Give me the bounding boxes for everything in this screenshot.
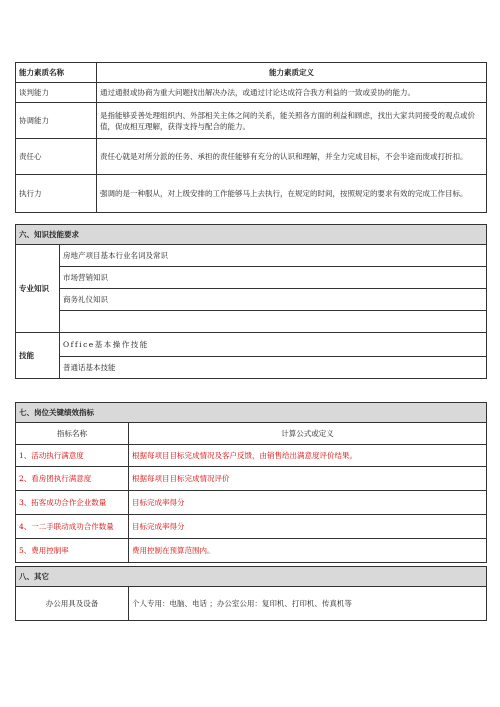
section-title-kpi: 七、岗位关键绩效指标 [16, 403, 487, 423]
prof-knowledge-item: 房地产项目基本行业名词及常识 [60, 245, 487, 267]
prof-knowledge-item: 商务礼仪知识 [60, 289, 487, 311]
section-title-knowledge: 六、知识技能要求 [16, 225, 487, 245]
competency-table [15, 62, 487, 213]
kpi-def: 费用控制在预算范围内。 [129, 539, 487, 563]
other-table [15, 566, 487, 621]
competency-def: 是指能够妥善处理组织内、外部相关主体之间的关系，能关照各方面的利益和顾虑，找出大家共同接受的观点或价值，促成相互理解，获得支持与配合的能力。 [97, 103, 487, 139]
competency-name: 执行力 [16, 175, 97, 213]
kpi-name: 4、一二手联动成功合作数量 [16, 515, 129, 539]
section-title-other: 八、其它 [16, 567, 487, 587]
office-equipment-value: 个人专用：电脑、电话 ；办公室公用：复印机、打印机、传真机等 [129, 587, 487, 621]
skill-label: 技能 [16, 333, 60, 379]
competency-name: 责任心 [16, 139, 97, 175]
competency-header-def: 能力素质定义 [97, 63, 487, 83]
kpi-name: 2、看房团执行满意度 [16, 467, 129, 491]
kpi-name: 1、活动执行满意度 [16, 445, 129, 467]
competency-def: 强调的是一种服从，对上级安排的工作能够马上去执行，在规定的时间，按照规定的要求有效的完成工作目标。 [97, 175, 487, 213]
kpi-def: 目标完成率得分 [129, 491, 487, 515]
knowledge-table [15, 224, 487, 379]
kpi-name: 3、拓客成功合作企业数量 [16, 491, 129, 515]
prof-knowledge-item: 市场营销知识 [60, 267, 487, 289]
kpi-def: 根据每项目目标完成情况评价 [129, 467, 487, 491]
kpi-table [15, 402, 487, 563]
kpi-header-def: 计算公式或定义 [129, 423, 487, 445]
prof-knowledge-item [60, 311, 487, 333]
skill-item: Office基本操作技能 [60, 333, 487, 357]
prof-knowledge-label: 专业知识 [16, 245, 60, 333]
competency-def: 通过通报或协商为重大问题找出解决办法，或通过讨论达成符合我方利益的一致或妥协的能力。 [97, 83, 487, 103]
competency-name: 谈判能力 [16, 83, 97, 103]
kpi-header-name: 指标名称 [16, 423, 129, 445]
kpi-def: 目标完成率得分 [129, 515, 487, 539]
competency-def: 责任心就是对所分派的任务、承担的责任能够有充分的认识和理解，并全力完成目标，不会半途而废或打折扣。 [97, 139, 487, 175]
skill-item: 普通话基本技能 [60, 357, 487, 379]
kpi-name: 5、费用控制率 [16, 539, 129, 563]
office-equipment-label: 办公用具及设备 [16, 587, 129, 621]
competency-header-name: 能力素质名称 [16, 63, 97, 83]
kpi-def: 根据每项目目标完成情况及客户反馈，由销售给出满意度评价结果。 [129, 445, 487, 467]
competency-name: 协调能力 [16, 103, 97, 139]
